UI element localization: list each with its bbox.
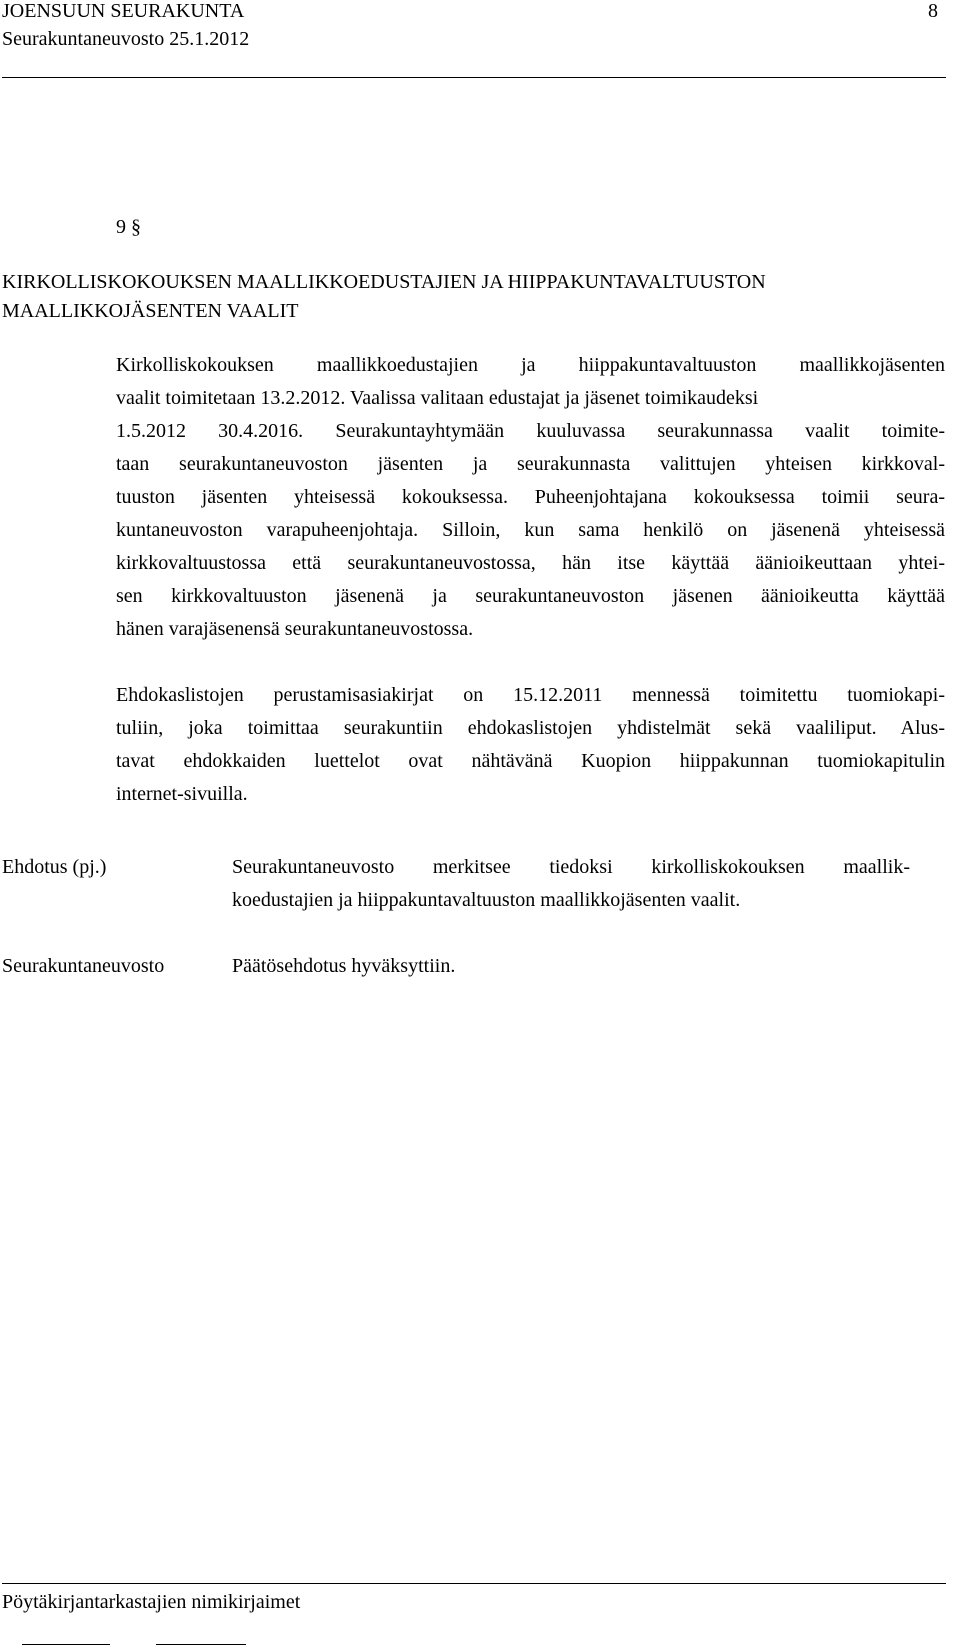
initials-line-1 [22,1644,110,1645]
paragraph-line: Ehdokaslistojen perustamisasiakirjat on 15.12.2011 mennessä toimitettu tuomiokapi- [116,684,945,706]
paragraph-line: kirkkovaltuustossa että seurakuntaneuvostossa, hän itse käyttää äänioikeuttaan yhtei- [116,552,945,574]
initials-line-2 [156,1644,246,1645]
proposal-text-line-2: koedustajien ja hiippakuntavaltuuston maallikkojäsenten vaalit. [232,889,741,911]
proposal-text-line-1: Seurakuntaneuvosto merkitsee tiedoksi kirkolliskokouksen maallik- [232,856,910,878]
paragraph-line: Kirkolliskokouksen maallikkoedustajien ja hiippakuntavaltuuston maallikkojäsenten [116,354,945,376]
paragraph-line: hänen varajäsenensä seurakuntaneuvostossa. [116,618,474,640]
paragraph-line: taan seurakuntaneuvoston jäsenten ja seurakunnasta valittujen yhteisen kirkkoval- [116,453,945,475]
section-number: 9 § [116,216,141,238]
footer-label: Pöytäkirjantarkastajien nimikirjaimet [2,1591,301,1613]
header-rule [2,77,946,78]
paragraph-line: vaalit toimitetaan 13.2.2012. Vaalissa valitaan edustajat ja jäsenet toimikaudeksi [116,387,759,409]
paragraph-line: tuuston jäsenten yhteisessä kokouksessa. Puheenjohtajana kokouksessa toimii seura- [116,486,945,508]
paragraph-line: 1.5.2012 30.4.2016. Seurakuntayhtymään kuuluvassa seurakunnassa vaalit toimite- [116,420,945,442]
footer-rule [2,1583,946,1584]
paragraph-line: tuliin, joka toimittaa seurakuntiin ehdokaslistojen yhdistelmät sekä vaaliliput. Alus- [116,717,945,739]
page-number: 8 [928,0,938,22]
paragraph-line: sen kirkkovaltuuston jäsenenä ja seurakuntaneuvoston jäsenen äänioikeutta käyttää [116,585,945,607]
paragraph-line: internet-sivuilla. [116,783,248,805]
proposal-label: Ehdotus (pj.) [2,856,107,878]
section-title-line-2: MAALLIKKOJÄSENTEN VAALIT [2,300,299,322]
paragraph-line: tavat ehdokkaiden luettelot ovat nähtävänä Kuopion hiippakunnan tuomiokapitulin [116,750,945,772]
paragraph-line: kuntaneuvoston varapuheenjohtaja. Silloin, kun sama henkilö on jäsenenä yhteisessä [116,519,945,541]
decision-text: Päätösehdotus hyväksyttiin. [232,955,456,977]
section-title-line-1: KIRKOLLISKOKOUKSEN MAALLIKKOEDUSTAJIEN JA HIIPPAKUNTAVALTUUSTON [2,271,766,293]
organization-name: JOENSUUN SEURAKUNTA [2,0,245,22]
meeting-name-date: Seurakuntaneuvosto 25.1.2012 [2,28,250,50]
decision-label: Seurakuntaneuvosto [2,955,165,977]
